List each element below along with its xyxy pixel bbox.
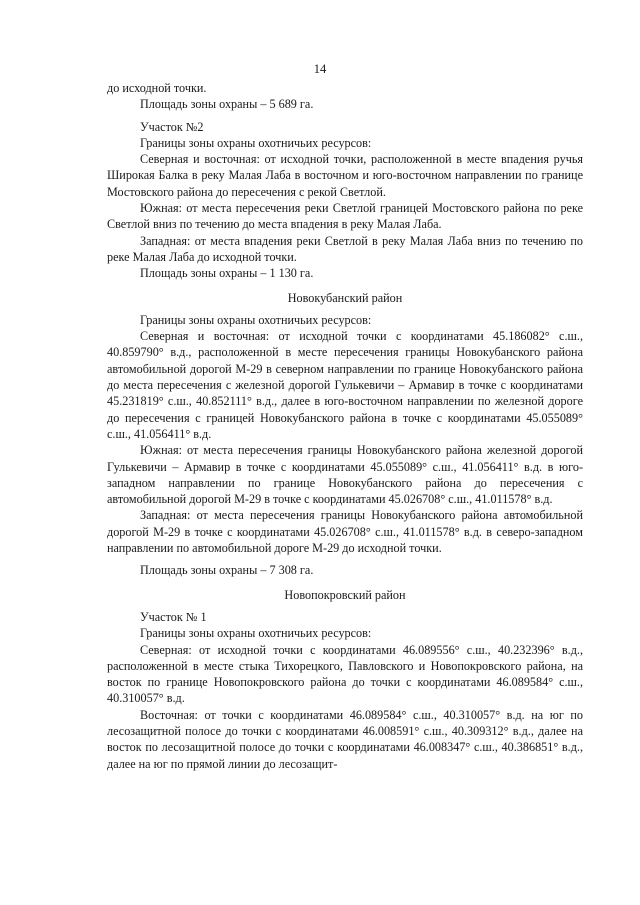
area-total: Площадь зоны охраны – 7 308 га. [140,563,314,578]
boundaries-heading: Границы зоны охраны охотничьих ресурсов: [140,135,372,150]
paragraph: до исходной точки. [107,81,207,95]
paragraph-south: Южная: от места пересечения реки Светлой границей Мостовского района по реке Светлой вниз по течению до места впадения в реку Малая Лаба. [107,201,583,232]
page-number: 14 [313,62,327,76]
document-body [107,80,583,772]
area-total: Площадь зоны охраны – 5 689 га. [140,97,314,112]
paragraph-north: Северная: от исходной точки с координатами 46.089556° с.ш., 40.232396° в.д., расположенной в месте стыка Тихорецкого, Павловского и Новопокровского района, на восток по границе Новопокровского района до точки с координатами 46.089584° с.ш., 40.310057° в.д. [107,642,583,706]
paragraph-west: Западная: от места пересечения границы Новокубанского района автомобильной дорогой М-29 в точке с координатами 45.026708° с.ш., 41.011578° в.д. в северо-западном направлении по автомобильной дороге М-29 до исходной точки. [107,508,583,556]
paragraph-north-east: Северная и восточная: от исходной точки с координатами 45.186082° с.ш., 40.859790° в.д., расположенной в месте пересечения границы Новокубанского района автомобильной дорогой М-29 в северном направлении по границе Новокубанского района до места пересечения с железной дорогой Гулькевичи – Армавир в точке с координатами 45.231819° с.ш., 40.852111° в.д., далее в юго-восточном направлении по железной дороге до пересечения с границей Новокубанского района в точке с координатами 45.055089° с.ш., 41.056411° в.д. [107,329,583,441]
section-heading: Участок №2 [140,119,204,134]
paragraph-south: Южная: от места пересечения границы Новокубанского района железной дорогой Гулькевичи – Армавир в точке с координатами 45.055089° с.ш., 41.056411° в.д. в юго-западном направлении по границе Новокубанского района до пересечения с автомобильной дорогой М-29 в точке с координатами 45.026708° с.ш., 41.011578° в.д. [107,443,583,507]
paragraph-west: Западная: от места впадения реки Светлой в реку Малая Лаба вниз по течению по реке Малая Лаба до исходной точки. [107,233,583,264]
section-heading: Участок № 1 [140,609,207,624]
district-heading: Новокубанский район [287,290,403,305]
area-total: Площадь зоны охраны – 1 130 га. [140,266,314,281]
district-heading: Новопокровский район [284,587,406,602]
boundaries-heading: Границы зоны охраны охотничьих ресурсов: [140,312,372,327]
paragraph-east: Восточная: от точки с координатами 46.089584° с.ш., 40.310057° в.д. на юг по лесозащитной полосе до точки с координатами 46.008591° с.ш., 40.309312° в.д., далее на восток по лесозащитной полосе до точки с координатами 46.008347° с.ш., 40.386851° в.д., далее на юг по прямой линии до лесозащит- [107,707,583,771]
paragraph-north-east: Северная и восточная: от исходной точки, расположенной в месте впадения ручья Широкая Балка в реку Малая Лаба в восточном и юго-восточном направлении по границе Мостовского района до пересечения с рекой Светлой. [107,152,583,199]
boundaries-heading: Границы зоны охраны охотничьих ресурсов: [140,626,372,641]
